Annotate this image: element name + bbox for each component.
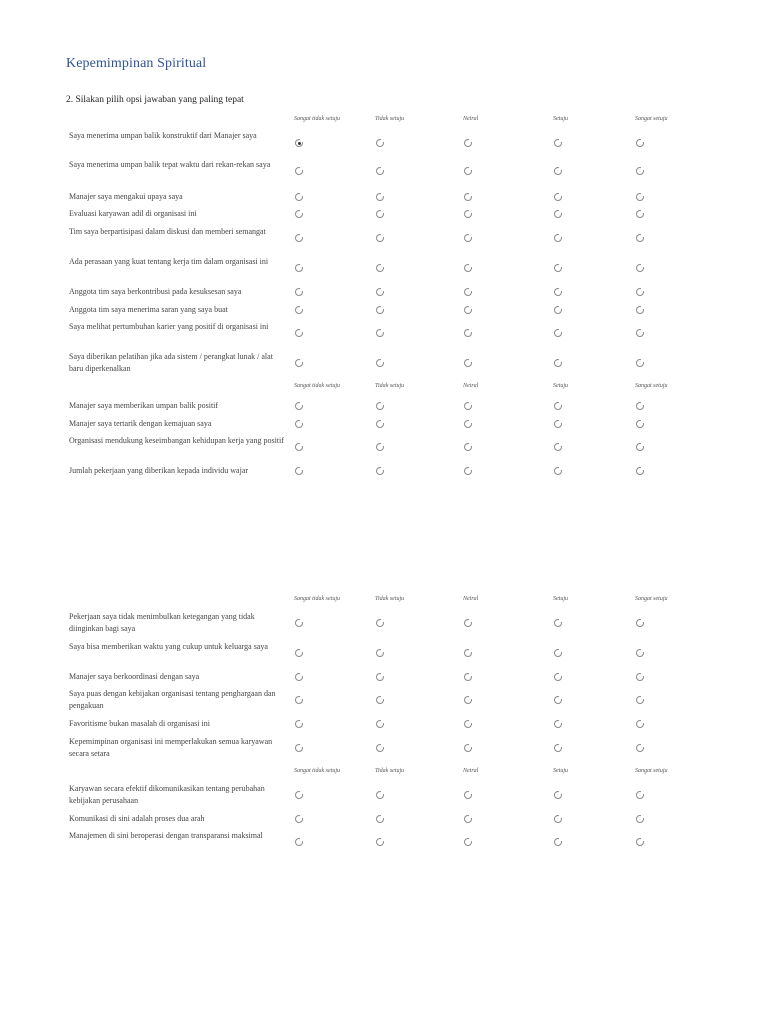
column-header: Sangat tidak setuju xyxy=(294,116,340,122)
column-header: Sangat tidak setuju xyxy=(294,383,340,389)
radio-option[interactable] xyxy=(295,167,303,175)
radio-option[interactable] xyxy=(636,696,644,704)
statement-label: Tim saya berpartisipasi dalam diskusi dan memberi semangat xyxy=(69,227,266,236)
radio-option[interactable] xyxy=(636,673,644,681)
radio-option[interactable] xyxy=(554,443,562,451)
column-header: Netral xyxy=(463,383,479,389)
radio-option[interactable] xyxy=(295,744,303,752)
radio-option[interactable] xyxy=(464,791,472,799)
radio-option[interactable] xyxy=(376,234,384,242)
radio-option[interactable] xyxy=(636,791,644,799)
radio-option[interactable] xyxy=(636,193,644,201)
column-header: Sangat setuju xyxy=(635,596,668,602)
radio-option[interactable] xyxy=(376,744,384,752)
statement-label: Anggota tim saya menerima saran yang saya buat xyxy=(69,305,228,314)
column-header: Netral xyxy=(463,596,479,602)
radio-option[interactable] xyxy=(464,264,472,272)
radio-option[interactable] xyxy=(554,815,562,823)
statement-label: Ada perasaan yang kuat tentang kerja tim dalam organisasi ini xyxy=(69,257,269,266)
radio-option[interactable] xyxy=(376,791,384,799)
radio-option[interactable] xyxy=(295,264,303,272)
radio-option[interactable] xyxy=(376,402,384,410)
radio-option[interactable] xyxy=(295,619,303,627)
radio-option[interactable] xyxy=(295,720,303,728)
radio-option[interactable] xyxy=(464,167,472,175)
radio-option[interactable] xyxy=(554,744,562,752)
radio-option[interactable] xyxy=(464,720,472,728)
radio-option[interactable] xyxy=(636,234,644,242)
radio-option[interactable] xyxy=(636,443,644,451)
radio-option[interactable] xyxy=(554,139,562,147)
radio-option[interactable] xyxy=(464,402,472,410)
radio-option[interactable] xyxy=(464,696,472,704)
column-header: Sangat tidak setuju xyxy=(294,596,340,602)
radio-option[interactable] xyxy=(295,402,303,410)
column-header: Sangat setuju xyxy=(635,383,668,389)
statement-label: Pekerjaan saya tidak menimbulkan ketegangan yang tidak diinginkan bagi saya xyxy=(69,612,255,633)
radio-option[interactable] xyxy=(636,264,644,272)
column-header: Tidak setuju xyxy=(375,596,405,602)
radio-option[interactable] xyxy=(636,649,644,657)
radio-option[interactable] xyxy=(376,673,384,681)
column-header: Tidak setuju xyxy=(375,116,405,122)
radio-option[interactable] xyxy=(376,139,384,147)
radio-option[interactable] xyxy=(636,139,644,147)
radio-option[interactable] xyxy=(295,288,303,296)
radio-option[interactable] xyxy=(295,306,303,314)
radio-option[interactable] xyxy=(554,359,562,367)
radio-option[interactable] xyxy=(554,420,562,428)
statement-label: Manajer saya memberikan umpan balik positif xyxy=(69,401,219,410)
radio-option[interactable] xyxy=(464,210,472,218)
column-header: Netral xyxy=(463,116,479,122)
radio-option[interactable] xyxy=(636,744,644,752)
radio-option[interactable] xyxy=(295,467,303,475)
radio-option[interactable] xyxy=(554,234,562,242)
radio-option[interactable] xyxy=(464,288,472,296)
radio-option[interactable] xyxy=(376,467,384,475)
radio-option[interactable] xyxy=(376,288,384,296)
statement-label: Favoritisme bukan masalah di organisasi ini xyxy=(69,719,210,728)
statement-label: Saya bisa memberikan waktu yang cukup untuk keluarga saya xyxy=(69,642,268,651)
radio-option[interactable] xyxy=(554,264,562,272)
question-prompt: 2. Silakan pilih opsi jawaban yang paling tepat xyxy=(66,95,244,105)
radio-option[interactable] xyxy=(554,288,562,296)
radio-option[interactable] xyxy=(295,420,303,428)
radio-option[interactable] xyxy=(376,649,384,657)
radio-option[interactable] xyxy=(464,359,472,367)
column-header: Setuju xyxy=(553,596,568,602)
statement-label: Saya menerima umpan balik tepat waktu dari rekan-rekan saya xyxy=(69,160,271,169)
radio-option[interactable] xyxy=(554,306,562,314)
radio-option[interactable] xyxy=(376,838,384,846)
radio-option[interactable] xyxy=(464,139,472,147)
radio-option[interactable] xyxy=(554,619,562,627)
radio-option[interactable] xyxy=(295,673,303,681)
radio-option[interactable] xyxy=(376,420,384,428)
statement-label: Organisasi mendukung keseimbangan kehidupan kerja yang positif xyxy=(69,436,284,445)
statement-label: Kepemimpinan organisasi ini memperlakukan semua karyawan secara setara xyxy=(69,737,273,758)
radio-option[interactable] xyxy=(295,139,303,147)
radio-option[interactable] xyxy=(636,619,644,627)
radio-option[interactable] xyxy=(636,306,644,314)
radio-option[interactable] xyxy=(636,720,644,728)
radio-option[interactable] xyxy=(295,329,303,337)
statement-label: Saya puas dengan kebijakan organisasi tentang penghargaan dan pengakuan xyxy=(69,689,276,710)
column-header: Sangat setuju xyxy=(635,116,668,122)
radio-option[interactable] xyxy=(295,696,303,704)
radio-option[interactable] xyxy=(554,210,562,218)
radio-option[interactable] xyxy=(295,443,303,451)
statement-label: Saya menerima umpan balik konstruktif dari Manajer saya xyxy=(69,131,257,140)
statement-label: Jumlah pekerjaan yang diberikan kepada individu wajar xyxy=(69,466,249,475)
statement-label: Karyawan secara efektif dikomunikasikan tentang perubahan kebijakan perusahaan xyxy=(69,784,265,805)
statement-label: Manajer saya berkoordinasi dengan saya xyxy=(69,672,200,681)
radio-option[interactable] xyxy=(295,815,303,823)
column-header: Setuju xyxy=(553,116,568,122)
radio-option[interactable] xyxy=(464,838,472,846)
radio-option[interactable] xyxy=(636,359,644,367)
radio-option[interactable] xyxy=(554,167,562,175)
radio-option[interactable] xyxy=(464,744,472,752)
radio-option[interactable] xyxy=(376,306,384,314)
radio-option[interactable] xyxy=(636,467,644,475)
statement-label: Evaluasi karyawan adil di organisasi ini xyxy=(69,209,197,218)
radio-option[interactable] xyxy=(376,264,384,272)
radio-option[interactable] xyxy=(464,234,472,242)
radio-option[interactable] xyxy=(376,210,384,218)
column-header: Setuju xyxy=(553,383,568,389)
page-title: Kepemimpinan Spiritual xyxy=(66,56,207,71)
radio-option[interactable] xyxy=(636,838,644,846)
radio-option[interactable] xyxy=(376,193,384,201)
radio-option[interactable] xyxy=(464,420,472,428)
radio-option[interactable] xyxy=(376,696,384,704)
radio-option[interactable] xyxy=(636,167,644,175)
radio-option[interactable] xyxy=(554,838,562,846)
radio-option[interactable] xyxy=(636,815,644,823)
column-header: Setuju xyxy=(553,768,568,774)
radio-option[interactable] xyxy=(636,288,644,296)
radio-option[interactable] xyxy=(554,649,562,657)
radio-option[interactable] xyxy=(376,329,384,337)
radio-option[interactable] xyxy=(376,443,384,451)
radio-option[interactable] xyxy=(295,193,303,201)
radio-option[interactable] xyxy=(464,649,472,657)
radio-option[interactable] xyxy=(295,791,303,799)
radio-option[interactable] xyxy=(554,329,562,337)
radio-option[interactable] xyxy=(376,619,384,627)
radio-option[interactable] xyxy=(376,815,384,823)
radio-option[interactable] xyxy=(554,402,562,410)
statement-label: Saya melihat pertumbuhan karier yang positif di organisasi ini xyxy=(69,322,269,331)
radio-option[interactable] xyxy=(464,193,472,201)
column-header: Sangat tidak setuju xyxy=(294,768,340,774)
radio-option[interactable] xyxy=(295,838,303,846)
radio-option[interactable] xyxy=(554,673,562,681)
radio-option[interactable] xyxy=(464,467,472,475)
column-header: Tidak setuju xyxy=(375,383,405,389)
radio-option[interactable] xyxy=(636,420,644,428)
column-header: Netral xyxy=(463,768,479,774)
radio-option[interactable] xyxy=(636,402,644,410)
radio-option[interactable] xyxy=(464,329,472,337)
radio-option[interactable] xyxy=(636,210,644,218)
radio-option[interactable] xyxy=(295,359,303,367)
radio-option[interactable] xyxy=(376,720,384,728)
radio-option[interactable] xyxy=(554,720,562,728)
radio-option[interactable] xyxy=(464,815,472,823)
radio-option[interactable] xyxy=(295,210,303,218)
column-header: Tidak setuju xyxy=(375,768,405,774)
radio-option[interactable] xyxy=(464,443,472,451)
statement-label: Anggota tim saya berkontribusi pada kesuksesan saya xyxy=(69,287,242,296)
statement-label: Saya diberikan pelatihan jika ada sistem / perangkat lunak / alat baru diperkenalkan xyxy=(69,352,273,373)
radio-option[interactable] xyxy=(464,619,472,627)
radio-option[interactable] xyxy=(554,193,562,201)
radio-option[interactable] xyxy=(554,791,562,799)
column-header: Sangat setuju xyxy=(635,768,668,774)
radio-option[interactable] xyxy=(295,649,303,657)
radio-option[interactable] xyxy=(464,306,472,314)
statement-label: Manajemen di sini beroperasi dengan transparansi maksimal xyxy=(69,831,263,840)
statement-label: Manajer saya mengakui upaya saya xyxy=(69,192,183,201)
statement-label: Komunikasi di sini adalah proses dua arah xyxy=(69,814,205,823)
statement-label: Manajer saya tertarik dengan kemajuan saya xyxy=(69,419,212,428)
radio-option[interactable] xyxy=(376,167,384,175)
radio-option[interactable] xyxy=(295,234,303,242)
radio-option[interactable] xyxy=(376,359,384,367)
radio-option[interactable] xyxy=(636,329,644,337)
radio-option[interactable] xyxy=(554,467,562,475)
radio-option[interactable] xyxy=(464,673,472,681)
radio-option[interactable] xyxy=(554,696,562,704)
